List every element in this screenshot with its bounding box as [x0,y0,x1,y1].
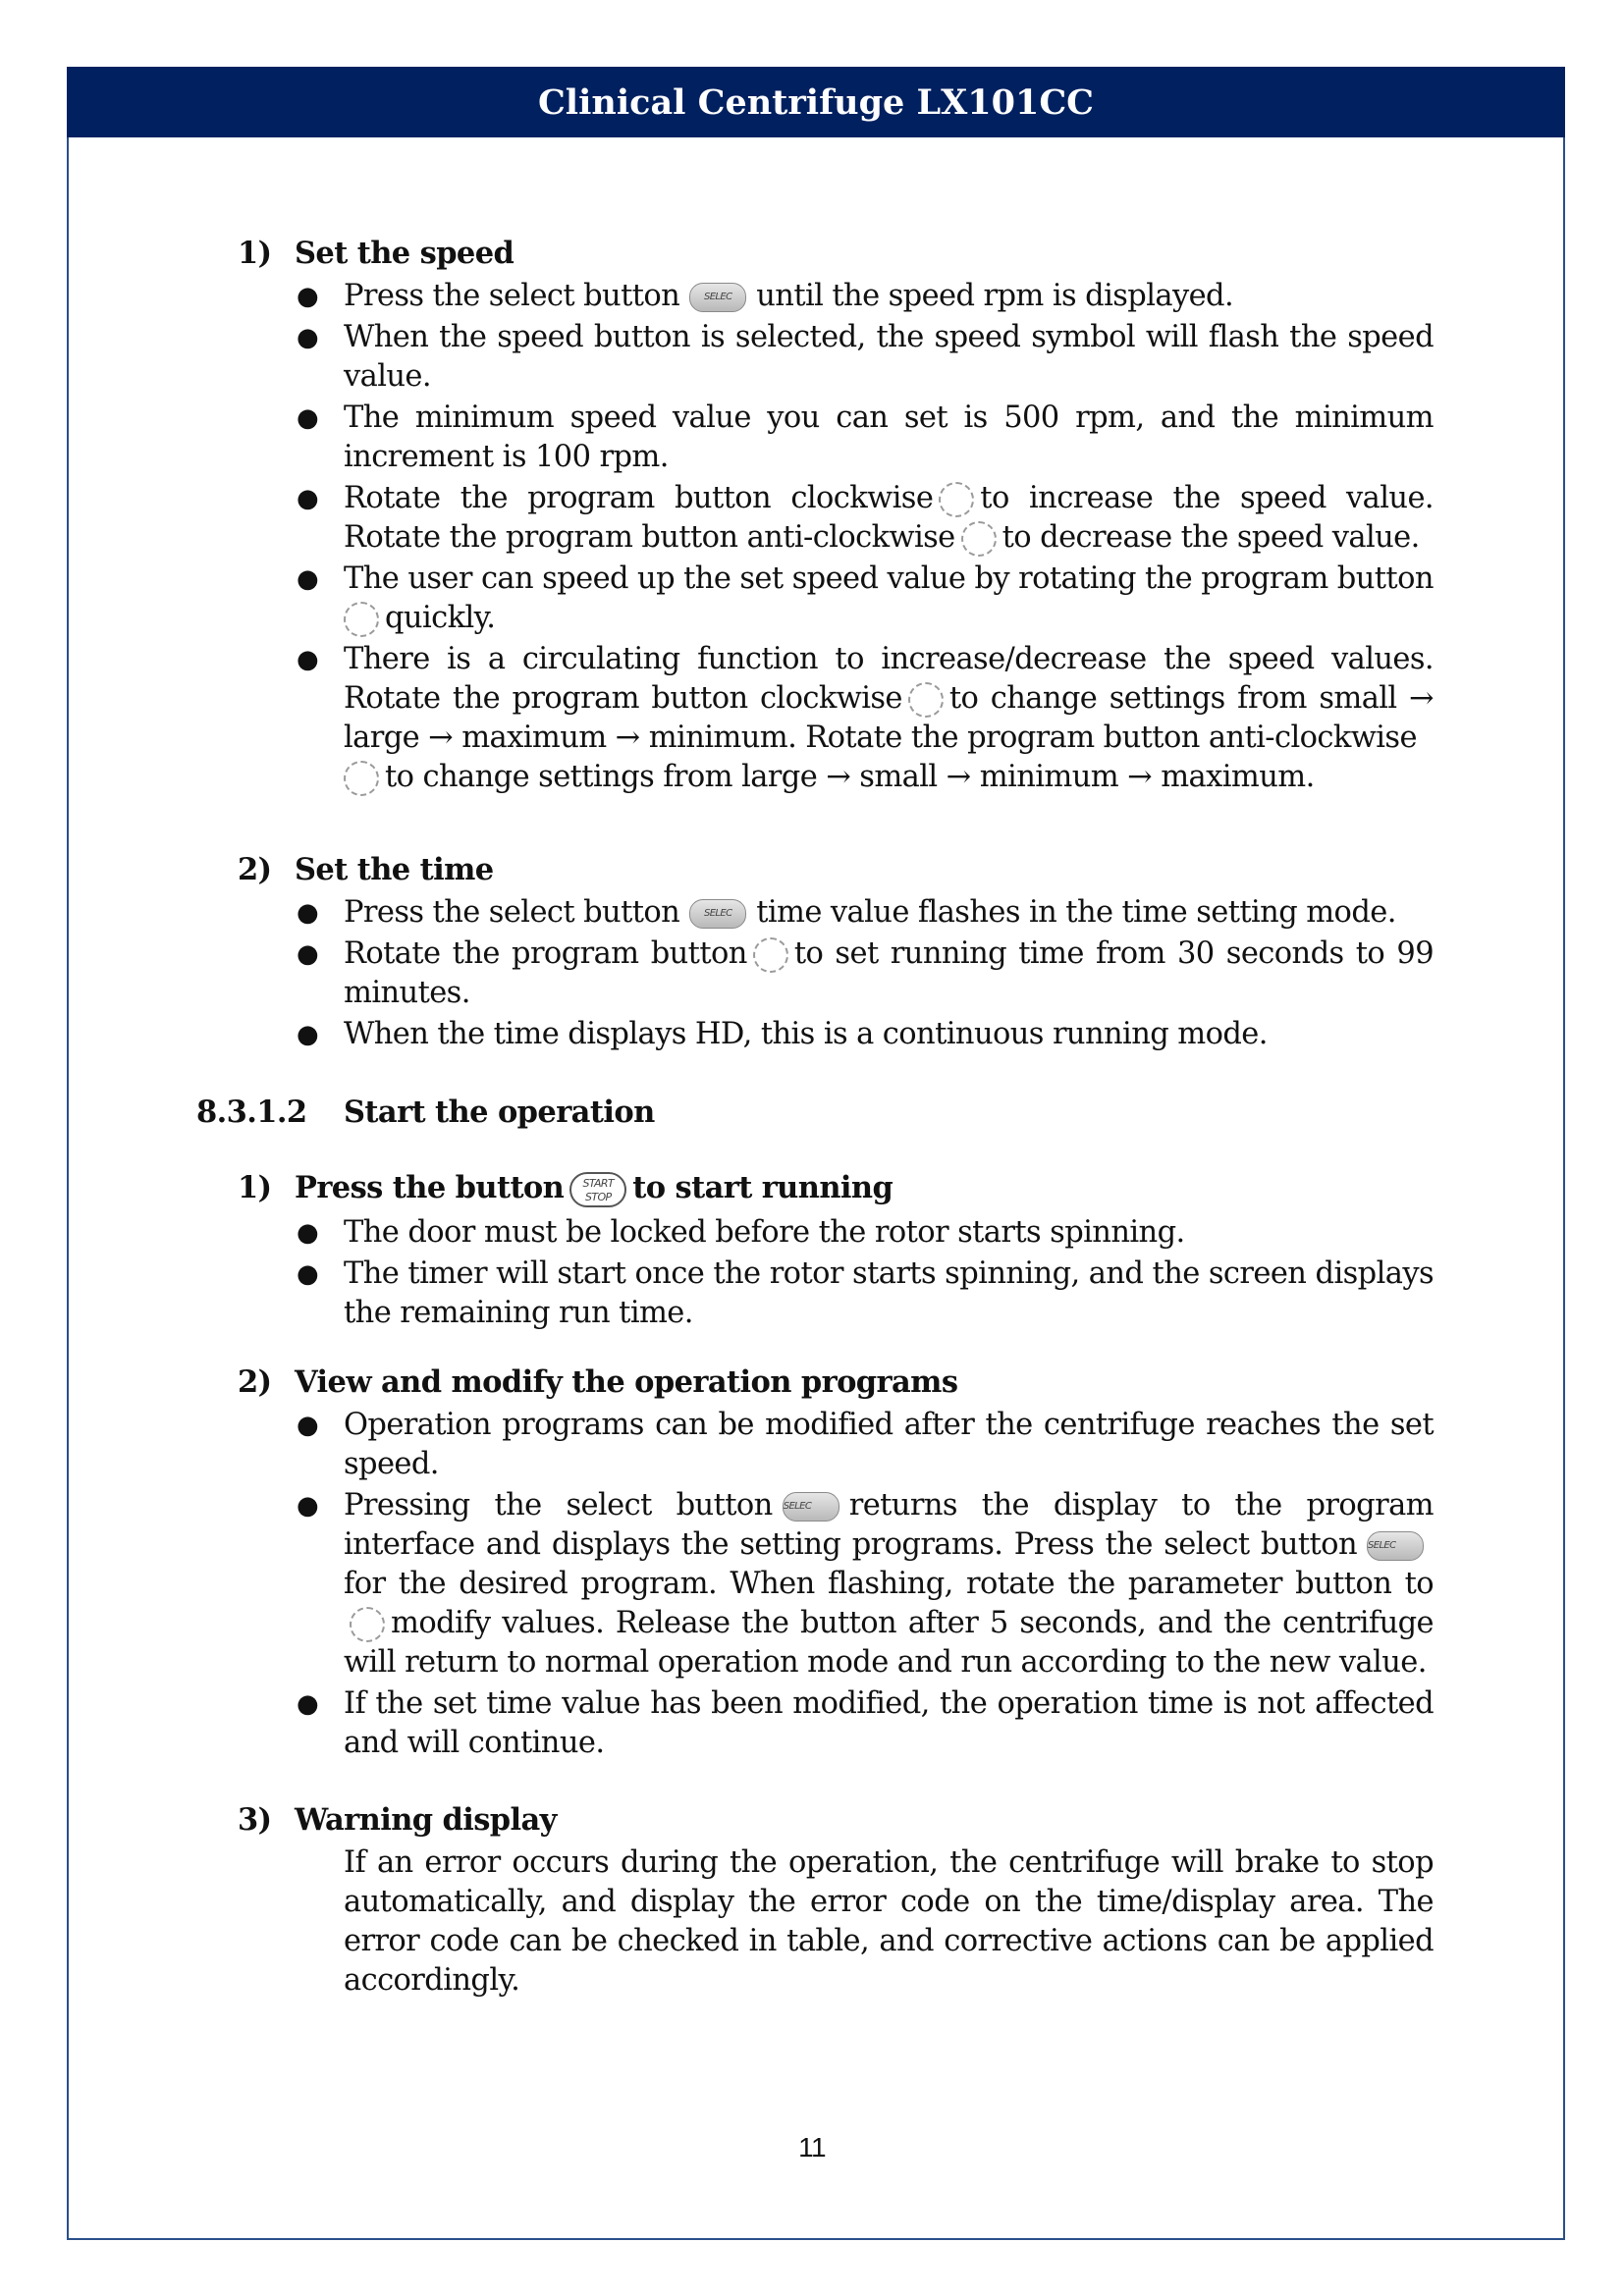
program-knob-icon [961,521,997,557]
set-speed-list [297,277,1434,799]
list-item: ● The minimum speed value you can set is 500 rpm, and the minimum increment is 100 rpm. [297,400,1434,474]
set-time-heading: 2) Set the time [238,852,494,887]
list-item: ● Rotate the program button clockwise to increase the speed value. Rotate the program button anti-clockwise to decrease the speed value. [297,481,1434,555]
list-item: ● When the speed button is selected, the speed symbol will flash the speed value. [297,320,1434,394]
select-button-icon: SELEC [1367,1531,1424,1561]
list-item: ● Press the select button SELEC time value flashes in the time setting mode. [297,895,1396,930]
list-item: ● The user can speed up the set speed value by rotating the program button quickly. [297,561,1434,635]
select-button-icon: SELEC [783,1492,839,1522]
parameter-knob-icon [350,1607,385,1642]
list-item: ● The door must be locked before the rotor starts spinning. [297,1215,1185,1250]
warning-heading: 3) Warning display [238,1802,557,1838]
program-knob-icon [344,602,379,637]
view-modify-heading: 2) View and modify the operation programs [238,1364,958,1400]
list-item: ● If the set time value has been modified, the operation time is not affected and will continue. [297,1686,1434,1760]
press-button-list [297,1213,1434,1335]
warning-paragraph: If an error occurs during the operation, the centrifuge will brake to stop automatically, and display the error code on the time/display area. The error code can be checked in table, and corrective actions can be applied accordingly. [344,1845,1434,1998]
set-speed-heading: 1) Set the speed [238,236,514,271]
select-button-icon: SELEC [689,899,746,929]
program-knob-icon [753,937,788,973]
page-number: 11 [798,2132,826,2163]
set-time-list [297,893,1434,1056]
list-item: ● When the time displays HD, this is a continuous running mode. [297,1017,1268,1051]
list-item: ● Pressing the select button SELEC returns the display to the program interface and displays the setting programs. Press the select button SELECfor the desired program. When flashing, rotate the parameter button tomodify values. Release the button after 5 seconds, and the centrifuge will return to normal operation mode and run according to the new value. [297,1488,1434,1680]
list-item: ● There is a circulating function to increase/decrease the speed values. Rotate the program button clockwise to change settings from small → large → maximum → minimum. Rotate the program button anti-clockwise to change settings from large → small → minimum → maximum. [297,642,1434,794]
press-button-heading: 1) Press the button START STOP to start running [238,1170,893,1205]
header-title: Clinical Centrifuge LX101CC [537,81,1095,123]
view-modify-list [297,1406,1434,1765]
start-stop-button-icon: START STOP [569,1172,626,1207]
select-button-icon: SELEC [689,283,746,312]
program-knob-icon [908,682,944,718]
list-item: ● Operation programs can be modified after the centrifuge reaches the set speed. [297,1408,1434,1481]
program-knob-icon [939,482,974,517]
program-knob-icon [344,761,379,796]
list-item: ● Press the select button SELEC until the speed rpm is displayed. [297,279,1234,313]
list-item: ● Rotate the program button to set running time from 30 seconds to 99 minutes. [297,936,1434,1010]
list-item: ● The timer will start once the rotor starts spinning, and the screen displays the remaining run time. [297,1256,1434,1330]
section-heading: 8.3.1.2 Start the operation [196,1095,655,1130]
